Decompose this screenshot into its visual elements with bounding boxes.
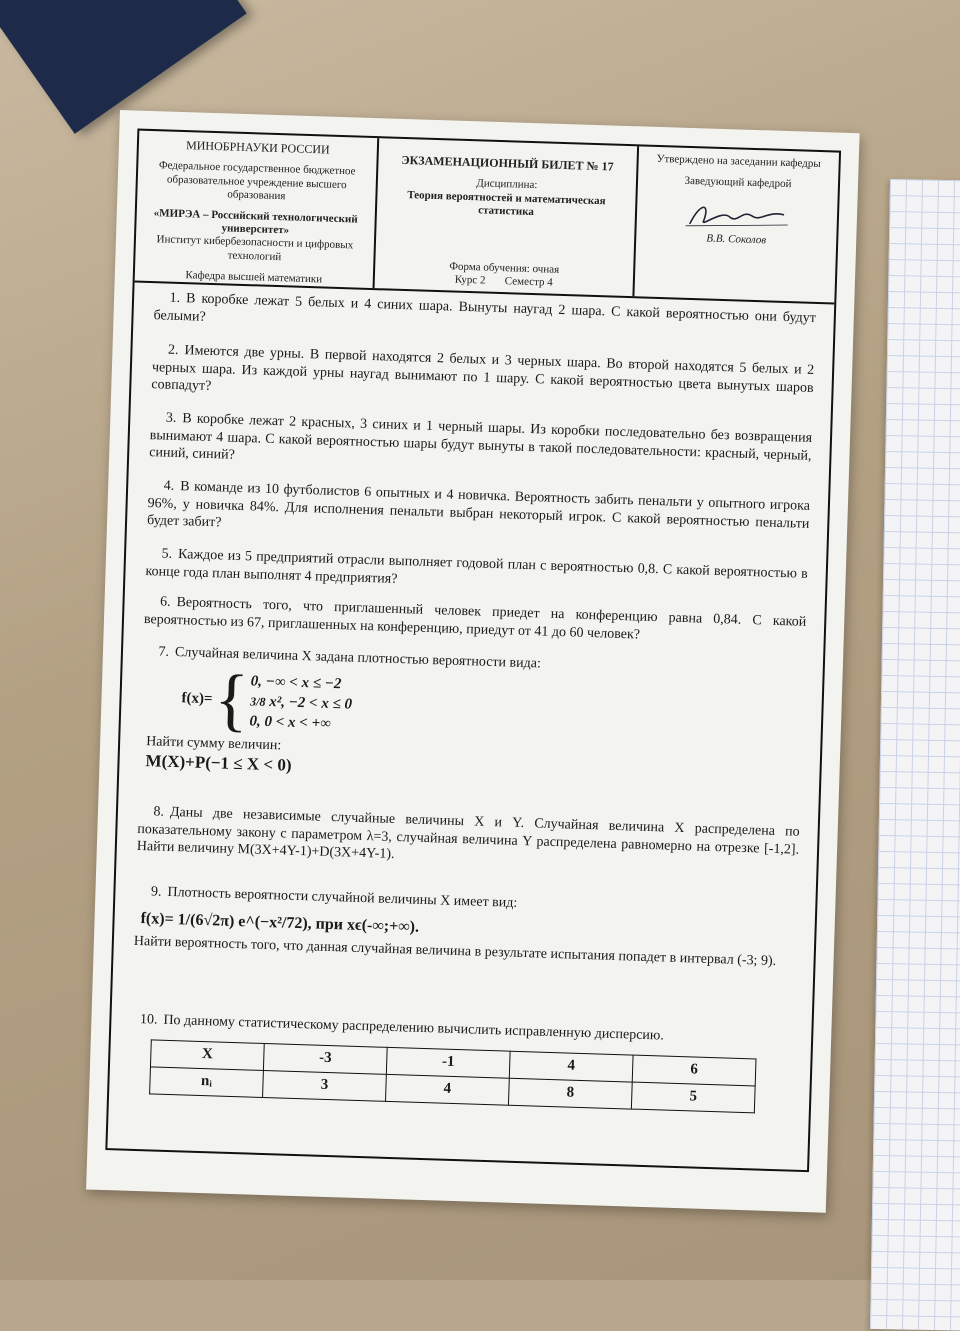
- table-cell: nᵢ: [150, 1066, 264, 1097]
- table-cell: 8: [508, 1078, 632, 1109]
- question-10: [129, 1011, 793, 1114]
- case-2-coefficient: 3/8: [249, 693, 266, 709]
- question-number: 6.: [159, 594, 171, 610]
- table-cell: 5: [631, 1082, 755, 1113]
- institution-label: Федеральное государственное бюджетное образовательное учреждение высшего образования: [158, 159, 356, 203]
- question-text: По данному статистическому распределению вычислить исправленную дисперсию.: [163, 1012, 665, 1044]
- fx-label: f(x)=: [181, 690, 213, 708]
- case-2: [250, 691, 353, 714]
- question-number: 10.: [139, 1012, 158, 1028]
- question-9: [134, 883, 798, 971]
- question-number: 5.: [161, 546, 173, 562]
- sum-expression: M(X)+P(−1 ≤ X < 0): [145, 751, 292, 775]
- department-label: Кафедра высшей математики: [185, 268, 323, 286]
- question-number: 9.: [150, 884, 162, 900]
- question-number: 4.: [163, 478, 175, 494]
- case-2-expression: x², −2 < x ≤ 0: [268, 693, 353, 713]
- study-form: Форма обучения: очная: [449, 260, 560, 276]
- question-5: [145, 545, 808, 601]
- course-label: Курс 2: [454, 273, 486, 287]
- question-text: Случайная величина X задана плотностью вероятности вида:: [174, 644, 542, 672]
- signatory-name: В.В. Соколов: [706, 232, 767, 247]
- university-label: «МИРЭА – Российский технологический университет»: [153, 207, 358, 237]
- question-6: [144, 593, 807, 649]
- semester-label: Семестр 4: [504, 274, 553, 289]
- header-approval-cell: [634, 146, 839, 302]
- question-8: [137, 803, 800, 876]
- signature-icon: [681, 198, 792, 235]
- case-3: 0, 0 < x < +∞: [249, 712, 332, 732]
- distribution-table: [149, 1039, 756, 1113]
- question-number: 8.: [153, 804, 165, 820]
- table-cell: 4: [509, 1051, 633, 1082]
- question-text: Каждое из 5 предприятий отрасли выполняет годовой план с вероятностью 0,8. С какой вероятностью в конце года план выполнят 4 предприятия?: [145, 547, 808, 587]
- table-cell: -3: [263, 1043, 387, 1074]
- header-institution-cell: [135, 131, 380, 288]
- question-text: Вероятность того, что приглашенный человек приедет на конференцию равна 0,84. С какой вероятностью из 67, приглашенных на конференцию, приедут от 41 до 60 человек?: [143, 595, 807, 643]
- question-7: [139, 643, 805, 792]
- header-ticket-cell: [375, 138, 640, 296]
- table-cell: X: [150, 1039, 264, 1070]
- question-number: 3.: [165, 410, 177, 426]
- question-4: [147, 477, 810, 550]
- ticket-frame: [105, 129, 841, 1173]
- question-text: В команде из 10 футболистов 6 опытных и 4 новичка. Вероятность забить пенальти у опытного игрока 96%, у новичка 84%. Для исполнения пенальти выбран некоторый игрок. С какой вероятностью пенальти будет забит?: [146, 479, 811, 532]
- exam-ticket-sheet: [86, 110, 860, 1213]
- question-text: Имеются две урны. В первой находятся 2 белых и 3 черных шара. Во второй находятся 5 белых и 2 черных шара. Из каждой урны наугад вынимают по 1 шару. С какой вероятностью цвета вынутых шаров совпадут?: [151, 343, 815, 396]
- find-sum-label: Найти сумму величин:: [145, 733, 282, 753]
- ministry-label: МИНОБРНАУКИ РОССИИ: [185, 138, 330, 157]
- question-text: В коробке лежат 5 белых и 4 синих шара. Вынуты наугад 2 шара. С какой вероятностью они будут белыми?: [153, 291, 817, 326]
- question-text: Плотность вероятности случайной величины X имеет вид:: [167, 884, 518, 911]
- question-2: [151, 341, 814, 414]
- table-cell: -1: [386, 1047, 510, 1078]
- piecewise-cases: [249, 671, 353, 734]
- approved-label: Утверждено на заседании кафедры: [656, 152, 821, 171]
- density-formula: f(x)= 1/(6√2π) e^(−x²/72), при xϵ(-∞;+∞).: [140, 909, 420, 936]
- question-number: 1.: [169, 290, 181, 306]
- table-cell: 4: [386, 1074, 510, 1105]
- ticket-title: ЭКЗАМЕНАЦИОННЫЙ БИЛЕТ № 17: [401, 152, 614, 174]
- question-number: 2.: [167, 342, 179, 358]
- ticket-header: [135, 131, 839, 305]
- question-text: Даны две независимые случайные величины X и Y. Случайная величина X распределена по показательному закону с параметром λ=3, случайная величина Y распределена равномерно на отрезке [-1,2]. Найти величину M(3X+4Y-1)+D(3X+4Y-1).: [136, 804, 800, 862]
- question-text: В коробке лежат 2 красных, 3 синих и 1 черный шары. Из коробки последовательно без возвращения вынимают 4 шара. С какой вероятностью шары будут вынуты в такой последовательности: красный, черный, синий, синий?: [149, 411, 813, 464]
- institute-label: Институт кибербезопасности и цифровых технологий: [156, 233, 354, 263]
- case-1: 0, −∞ < x ≤ −2: [250, 672, 342, 692]
- question-number: 7.: [158, 644, 170, 660]
- discipline-label: Дисциплина:: [476, 177, 538, 192]
- interval-task: Найти вероятность того, что данная случайная величина в результате испытания попадет в интервал (-3; 9).: [133, 933, 777, 969]
- question-3: [149, 409, 812, 482]
- head-label: Заведующий кафедрой: [684, 174, 792, 191]
- ticket-meta: [375, 258, 634, 292]
- discipline-name: Теория вероятностей и математическая статистика: [407, 188, 606, 218]
- table-cell: 6: [632, 1055, 756, 1086]
- brace-icon: {: [213, 660, 250, 739]
- table-cell: 3: [263, 1070, 387, 1101]
